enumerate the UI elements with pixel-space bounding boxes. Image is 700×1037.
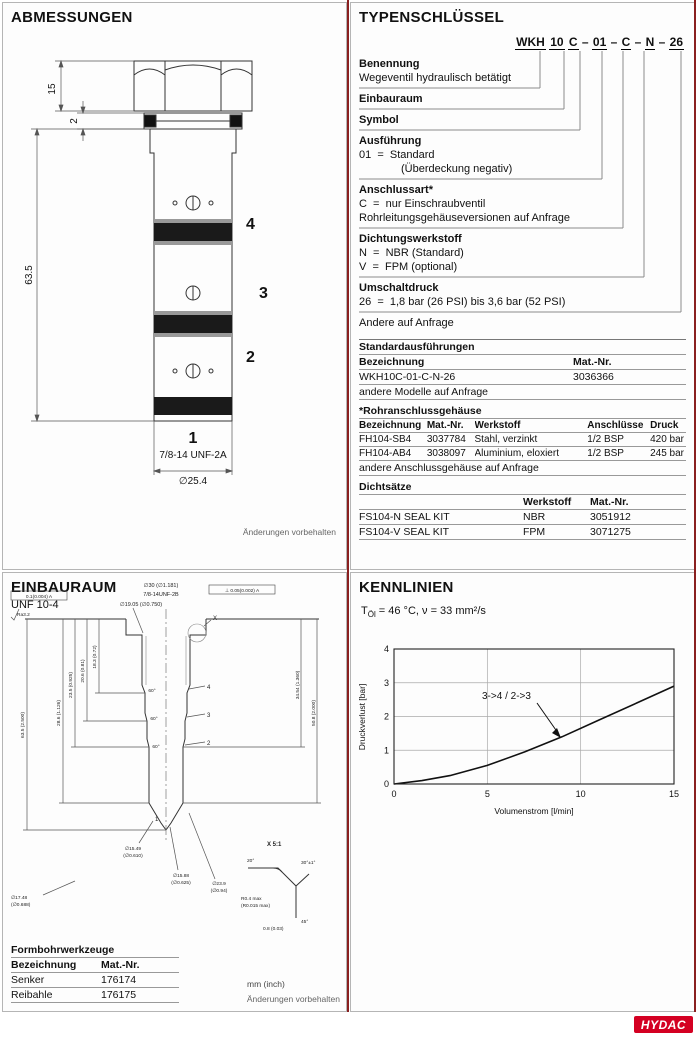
pressure-drop-chart xyxy=(351,631,694,881)
svg-text:0: 0 xyxy=(391,789,397,799)
leader-line xyxy=(43,881,75,895)
type-key-benennung: Benennung Wegeventil hydraulisch betätigt xyxy=(359,58,512,84)
detail-circle xyxy=(188,624,206,642)
changes-note: Änderungen vorbehalten xyxy=(242,527,336,537)
port-label-4: 4 xyxy=(207,685,211,691)
cell: FS104-N SEAL KIT xyxy=(359,511,450,523)
standard-models-block xyxy=(359,339,686,400)
cell: 3051912 xyxy=(590,511,631,523)
curve-annotation: 3->4 / 2->3 xyxy=(482,691,531,702)
port-label-4: 4 xyxy=(246,216,255,233)
table-row xyxy=(11,988,179,1003)
dim-label: ∅17.48 xyxy=(11,896,28,901)
cell: 245 bar xyxy=(650,448,684,459)
table-header-row xyxy=(359,355,686,370)
detail-view-drawing xyxy=(248,868,309,918)
dim-label: ∅19.05 (∅0.750) xyxy=(119,602,163,608)
svg-text:3: 3 xyxy=(383,677,389,688)
dim-label-hex-height: 15 xyxy=(47,83,58,95)
dim-label: 30°±1° xyxy=(301,861,316,866)
svg-text:0: 0 xyxy=(383,779,389,789)
leader-line xyxy=(185,742,205,745)
standard-models-table xyxy=(359,354,686,385)
cell: 1/2 BSP xyxy=(587,448,624,459)
dim-label: 50.8 (2.000) xyxy=(312,700,317,726)
cell: Reibahle xyxy=(11,989,53,1001)
cell: NBR xyxy=(523,511,546,523)
dim-label: 0.1(0.004) A xyxy=(25,595,53,600)
leader-line xyxy=(189,813,215,879)
valve-seal-bands xyxy=(154,219,232,415)
dim-label: 34.54 (1.360) xyxy=(296,670,301,700)
col-header: Mat.-Nr. xyxy=(573,356,612,368)
cell: Senker xyxy=(11,974,45,986)
col-header: Anschlüsse xyxy=(587,420,644,431)
port-label-2: 2 xyxy=(246,349,255,366)
svg-text:4: 4 xyxy=(383,644,389,654)
dim-label: ∅15.49 xyxy=(124,847,142,852)
cell: 1/2 BSP xyxy=(587,434,624,445)
right-edge-line xyxy=(694,0,696,1012)
table-row xyxy=(11,973,179,988)
valve-hex-head xyxy=(134,61,252,111)
leader-line xyxy=(133,608,143,633)
table-note: andere Anschlussgehäuse auf Anfrage xyxy=(359,461,686,476)
pipe-housing-block xyxy=(359,404,686,476)
section-typenschluessel xyxy=(350,2,695,570)
hydac-logo: HYDAC xyxy=(634,1016,693,1033)
dim-label: 20.6 (0.81) xyxy=(81,659,86,683)
dim-label: 60° xyxy=(150,717,158,722)
col-header: Bezeichnung xyxy=(359,420,422,431)
dim-label-body-length: 63.5 xyxy=(24,265,35,285)
section-abmessungen xyxy=(2,2,347,570)
dim-label: (∅0.625) xyxy=(171,881,191,886)
table-heading-gehaeuse: *Rohranschlussgehäuse xyxy=(359,405,482,417)
type-key-anschlussart: Anschlussart* C = nur Einschraubventil Rohrleitungsgehäuseversionen auf Anfrage xyxy=(359,184,570,224)
cell: FH104-SB4 xyxy=(359,434,412,445)
port-label-3: 3 xyxy=(259,285,268,302)
cell: 176175 xyxy=(101,989,137,1001)
svg-text:5: 5 xyxy=(484,789,490,799)
section-title-einbauraum: EINBAURAUM xyxy=(11,579,117,596)
dim-label: (∅0.94) xyxy=(210,889,228,894)
cell-bezeichnung: WKH10C-01-C-N-26 xyxy=(359,371,456,383)
col-header: Druck xyxy=(650,420,679,431)
leader-line xyxy=(139,821,153,843)
col-header: Mat.-Nr. xyxy=(590,496,629,508)
y-axis-label: Druckverlust [bar] xyxy=(357,683,367,751)
table-row xyxy=(359,510,686,525)
table-row xyxy=(359,433,686,447)
svg-text:15: 15 xyxy=(668,789,680,799)
col-header: Mat.-Nr. xyxy=(426,420,464,431)
col-header: Bezeichnung xyxy=(359,356,425,368)
type-key-einbauraum: Einbauraum xyxy=(359,93,423,105)
type-key-dichtungswerkstoff: Dichtungswerkstoff N = NBR (Standard) V = FPM (optional) xyxy=(359,233,464,273)
table-row xyxy=(359,370,686,385)
table-row xyxy=(359,525,686,540)
chart-grid-and-curve xyxy=(384,644,679,799)
section-title-kennlinien: KENNLINIEN xyxy=(359,579,454,596)
pipe-housing-table xyxy=(359,418,686,461)
detail-view-label: X 5:1 xyxy=(267,842,282,848)
cell: 3038097 xyxy=(426,448,466,459)
valve-dimension-drawing xyxy=(3,3,346,569)
cell: FS104-V SEAL KIT xyxy=(359,526,450,538)
dim-body-length xyxy=(31,129,154,421)
dim-label: (∅0.610) xyxy=(123,854,143,859)
dim-label: (∅0.688) xyxy=(11,903,31,908)
form-drilling-tools-block xyxy=(11,943,179,1003)
svg-text:1: 1 xyxy=(383,745,389,756)
cavity-profile xyxy=(25,619,319,830)
dim-label: 63.5 (2.500) xyxy=(21,712,26,738)
section-kennlinien xyxy=(350,572,695,1012)
table-header-row xyxy=(359,419,686,433)
cell: FPM xyxy=(523,526,546,538)
tools-table xyxy=(11,957,179,1003)
dim-label-diameter: ∅25.4 xyxy=(178,476,208,487)
detail-marker-label: X xyxy=(213,616,218,622)
table-heading-standard: Standardausführungen xyxy=(359,341,475,353)
dim-label: 7/8-14UNF-2B xyxy=(143,592,179,598)
table-header-row xyxy=(359,495,686,510)
cell: 176174 xyxy=(101,974,137,986)
section-einbauraum xyxy=(2,572,347,1012)
dim-label: 20° xyxy=(247,859,255,864)
dim-label: 18.3 (0.72) xyxy=(93,645,98,669)
dim-label: (R0.015 max) xyxy=(241,904,271,909)
section-title-typenschluessel: TYPENSCHLÜSSEL xyxy=(359,9,505,26)
dim-label: Ra3.2 xyxy=(17,613,30,618)
dim-label: 60° xyxy=(152,745,160,750)
dim-label: 28.6 (1.126) xyxy=(57,700,62,726)
leader-line xyxy=(189,686,205,689)
type-key-symbol: Symbol xyxy=(359,114,399,126)
dim-label-seal-height: 2 xyxy=(69,118,80,124)
annotation-arrow-line xyxy=(537,703,558,733)
dim-label: R0.4 max xyxy=(241,897,262,902)
dim-label: 45° xyxy=(301,920,309,925)
thread-label: 7/8-14 UNF-2A xyxy=(159,450,227,461)
table-row xyxy=(359,447,686,461)
leader-line xyxy=(170,827,178,870)
svg-text:10: 10 xyxy=(575,789,586,799)
section-title-abmessungen: ABMESSUNGEN xyxy=(11,9,133,26)
type-code: WKH 10 C – 01 – C – N – 26 xyxy=(516,35,683,49)
col-header: Werkstoff xyxy=(523,496,572,508)
cell: 3037784 xyxy=(426,434,466,445)
type-key-ausfuehrung: Ausführung 01 = Standard (Überdeckung negativ) xyxy=(359,135,513,175)
table-header-row xyxy=(11,958,179,973)
seal-kits-table xyxy=(359,494,686,540)
ordering-tables xyxy=(359,339,686,544)
port-label-3: 3 xyxy=(207,713,211,719)
type-key-umschaltdruck: Umschaltdruck 26 = 1,8 bar (26 PSI) bis 3,6 bar (52 PSI) xyxy=(359,282,566,308)
dim-label: ∅23.9 xyxy=(212,882,226,887)
dim-hex-height xyxy=(55,61,134,111)
type-key-umschaltdruck-note: Andere auf Anfrage xyxy=(359,317,454,329)
port-label-1: 1 xyxy=(155,817,159,823)
dim-label: ⊥ 0.05(0.002) A xyxy=(224,589,260,594)
cell: 420 bar xyxy=(650,434,684,445)
table-note: andere Modelle auf Anfrage xyxy=(359,385,686,400)
units-note: mm (inch) xyxy=(247,979,285,989)
oil-conditions: $T_{Öl} = 46$ °C, ν = 33 mm²/s xyxy=(361,605,486,620)
dim-label: 0.8 (0.03) xyxy=(263,927,284,932)
leader-line xyxy=(204,620,211,626)
changes-note: Änderungen vorbehalten xyxy=(246,994,340,1004)
col-header: Mat.-Nr. xyxy=(101,959,140,971)
dim-label: ∅30 (∅1.181) xyxy=(143,583,179,589)
leader-line xyxy=(187,714,205,717)
table-heading-dichtsaetze: Dichtsätze xyxy=(359,481,412,493)
svg-text:2: 2 xyxy=(383,711,389,722)
table-heading-tools: Formbohrwerkzeuge xyxy=(11,944,115,956)
cell: FH104-AB4 xyxy=(359,448,412,459)
port-label-2: 2 xyxy=(207,741,211,747)
valve-seal-washer xyxy=(144,113,242,129)
x-axis-label: Volumenstrom [l/min] xyxy=(494,806,574,816)
dim-label: 23.5 (0.925) xyxy=(69,672,74,698)
port-label-1: 1 xyxy=(188,430,198,447)
col-header: Werkstoff xyxy=(474,420,521,431)
cell: Stahl, verzinkt xyxy=(474,434,538,445)
col-header xyxy=(359,495,523,510)
dim-label: 60° xyxy=(148,689,156,694)
col-header: Bezeichnung xyxy=(11,959,77,971)
cell: 3071275 xyxy=(590,526,631,538)
dim-label: ∅15.88 xyxy=(172,874,190,879)
cell: Aluminium, eloxiert xyxy=(474,448,559,459)
cell-matnr: 3036366 xyxy=(573,371,614,383)
right-dim-stack xyxy=(183,619,321,803)
annotation-arrowhead xyxy=(552,728,561,738)
seal-kits-block xyxy=(359,480,686,540)
column-separator-line xyxy=(347,0,349,1012)
cavity-type-label: UNF 10-4 xyxy=(11,599,59,611)
